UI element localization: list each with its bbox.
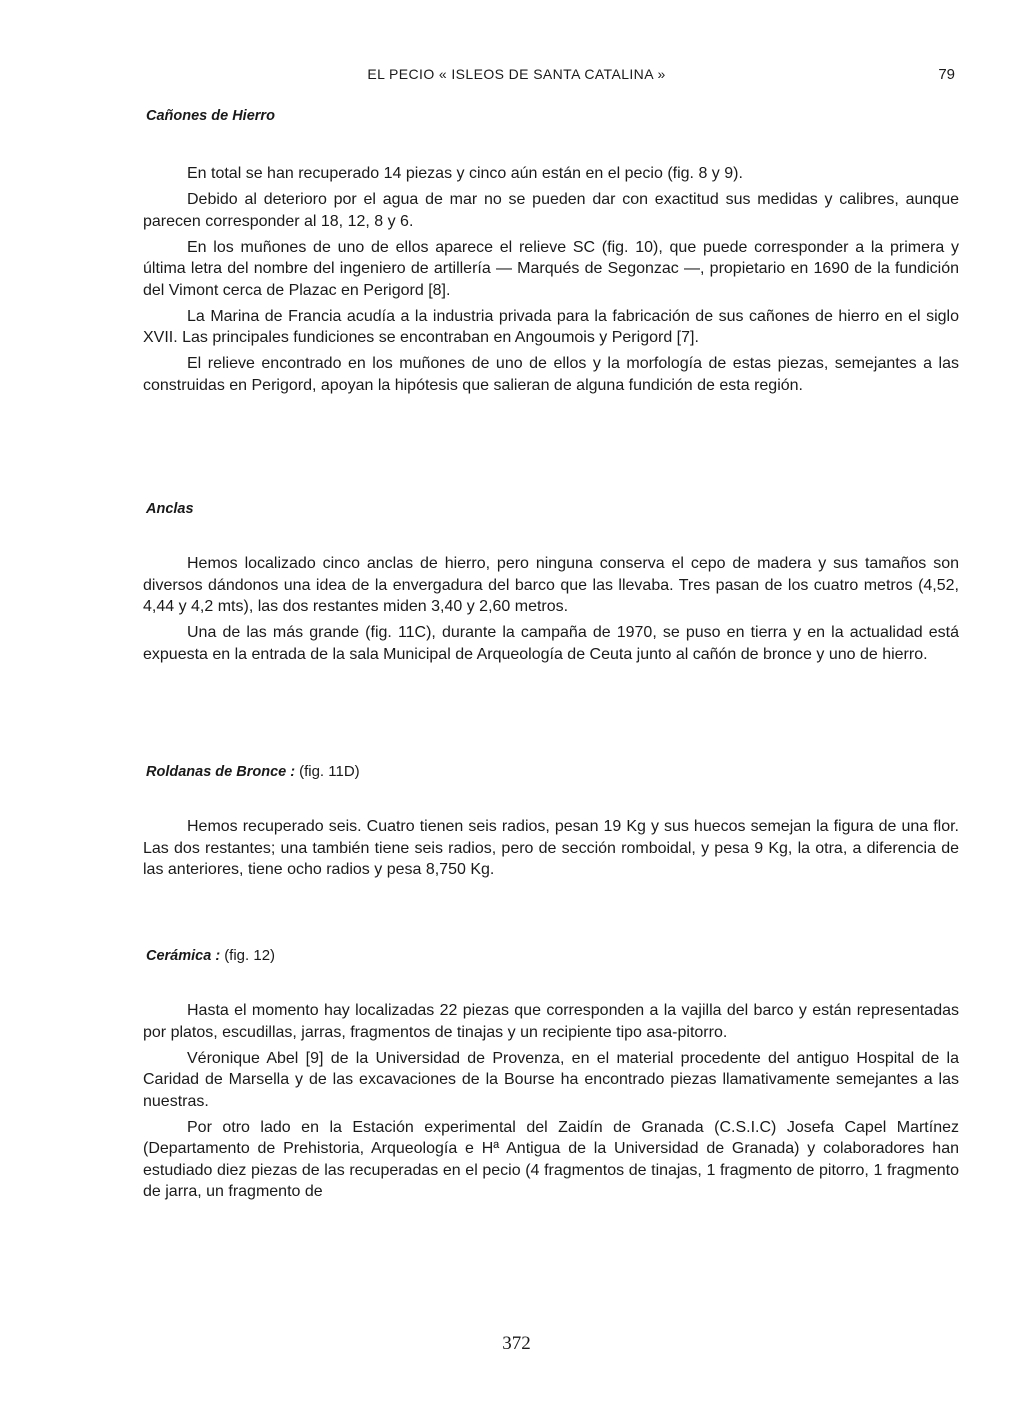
paragraph: La Marina de Francia acudía a la industria privada para la fabricación de sus cañones de hierro en el siglo XVII. Las principales fundiciones se encontraban en Angoumois y Perigord [7]. bbox=[143, 307, 959, 346]
section-body-canones bbox=[143, 163, 959, 401]
paragraph: Por otro lado en la Estación experimental del Zaidín de Granada (C.S.I.C) Josefa Capel Martínez (Departamento de Prehistoria, Arqueología e Hª Antigua de la Universidad de Granada) y colaboradores han estudiado diez piezas de las recuperadas en el pecio (4 fragmentos de tinajas, 1 fragmento de pitorro, 1 fragmento de jarra, un fragmento de bbox=[143, 1118, 959, 1200]
section-body-ceramica bbox=[143, 1000, 959, 1207]
section-heading-anclas bbox=[146, 501, 194, 517]
paragraph: En los muñones de uno de ellos aparece el relieve SC (fig. 10), que puede corresponder a la primera y última letra del nombre del ingeniero de artillería — Marqués de Segonzac —, propietario en 1690 de la fundición del Vimont cerca de Plazac en Perigord [8]. bbox=[143, 238, 959, 299]
paragraph: Véronique Abel [9] de la Universidad de Provenza, en el material procedente del antiguo Hospital de la Caridad de Marsella y de las excavaciones de la Bourse ha encontrado piezas llamativamente semejantes a las nuestras. bbox=[143, 1049, 959, 1110]
paragraph: En total se han recuperado 14 piezas y cinco aún están en el pecio (fig. 8 y 9). bbox=[187, 165, 743, 182]
paragraph: Hasta el momento hay localizadas 22 piezas que corresponden a la vajilla del barco y están representadas por platos, escudillas, jarras, fragmentos de tinajas y un recipiente tipo asa-pitorro. bbox=[143, 1002, 959, 1041]
section-heading-text: Roldanas de Bronce : bbox=[146, 764, 296, 780]
paragraph: El relieve encontrado en los muñones de uno de ellos y la morfología de estas piezas, semejantes a las construidas en Perigord, apoyan la hipótesis que salieran de alguna fundición de esta región. bbox=[143, 355, 959, 394]
section-heading-text: Anclas bbox=[146, 501, 194, 517]
section-heading-canones bbox=[146, 108, 275, 124]
section-heading-ceramica bbox=[146, 947, 275, 964]
page-number: 79 bbox=[938, 66, 955, 83]
section-heading-roldanas bbox=[146, 763, 360, 780]
section-body-anclas bbox=[143, 553, 959, 670]
section-body-roldanas bbox=[143, 816, 959, 885]
section-heading-text: Cañones de Hierro bbox=[146, 108, 275, 124]
running-header: EL PECIO « ISLEOS DE SANTA CATALINA » bbox=[367, 66, 666, 82]
section-heading-text: Cerámica : bbox=[146, 948, 221, 964]
paragraph: Hemos recuperado seis. Cuatro tienen seis radios, pesan 19 Kg y sus huecos semejan la figura de una flor. Las dos restantes; una también tiene seis radios, pero de sección romboidal, y pesa 9 Kg, la otra, a diferencia de las anteriores, tiene ocho radios y pesa 8,750 Kg. bbox=[143, 818, 959, 878]
figure-reference: (fig. 11D) bbox=[299, 763, 360, 780]
paragraph: Debido al deterioro por el agua de mar no se pueden dar con exactitud sus medidas y calibres, aunque parecen corresponder al 18, 12, 8 y 6. bbox=[143, 191, 959, 230]
paragraph: Hemos localizado cinco anclas de hierro, pero ninguna conserva el cepo de madera y sus tamaños son diversos dándonos una idea de la envergadura del barco que las llevaba. Tres pasan de los cuatro metros (4,52, 4,44 y 4,2 mts), las dos restantes miden 3,40 y 2,60 metros. bbox=[143, 555, 959, 615]
footer-page-number: 372 bbox=[502, 1333, 531, 1354]
paragraph: Una de las más grande (fig. 11C), durante la campaña de 1970, se puso en tierra y en la actualidad está expuesta en la entrada de la sala Municipal de Arqueología de Ceuta junto al cañón de bronce y uno de hierro. bbox=[143, 624, 959, 663]
figure-reference: (fig. 12) bbox=[224, 947, 276, 964]
